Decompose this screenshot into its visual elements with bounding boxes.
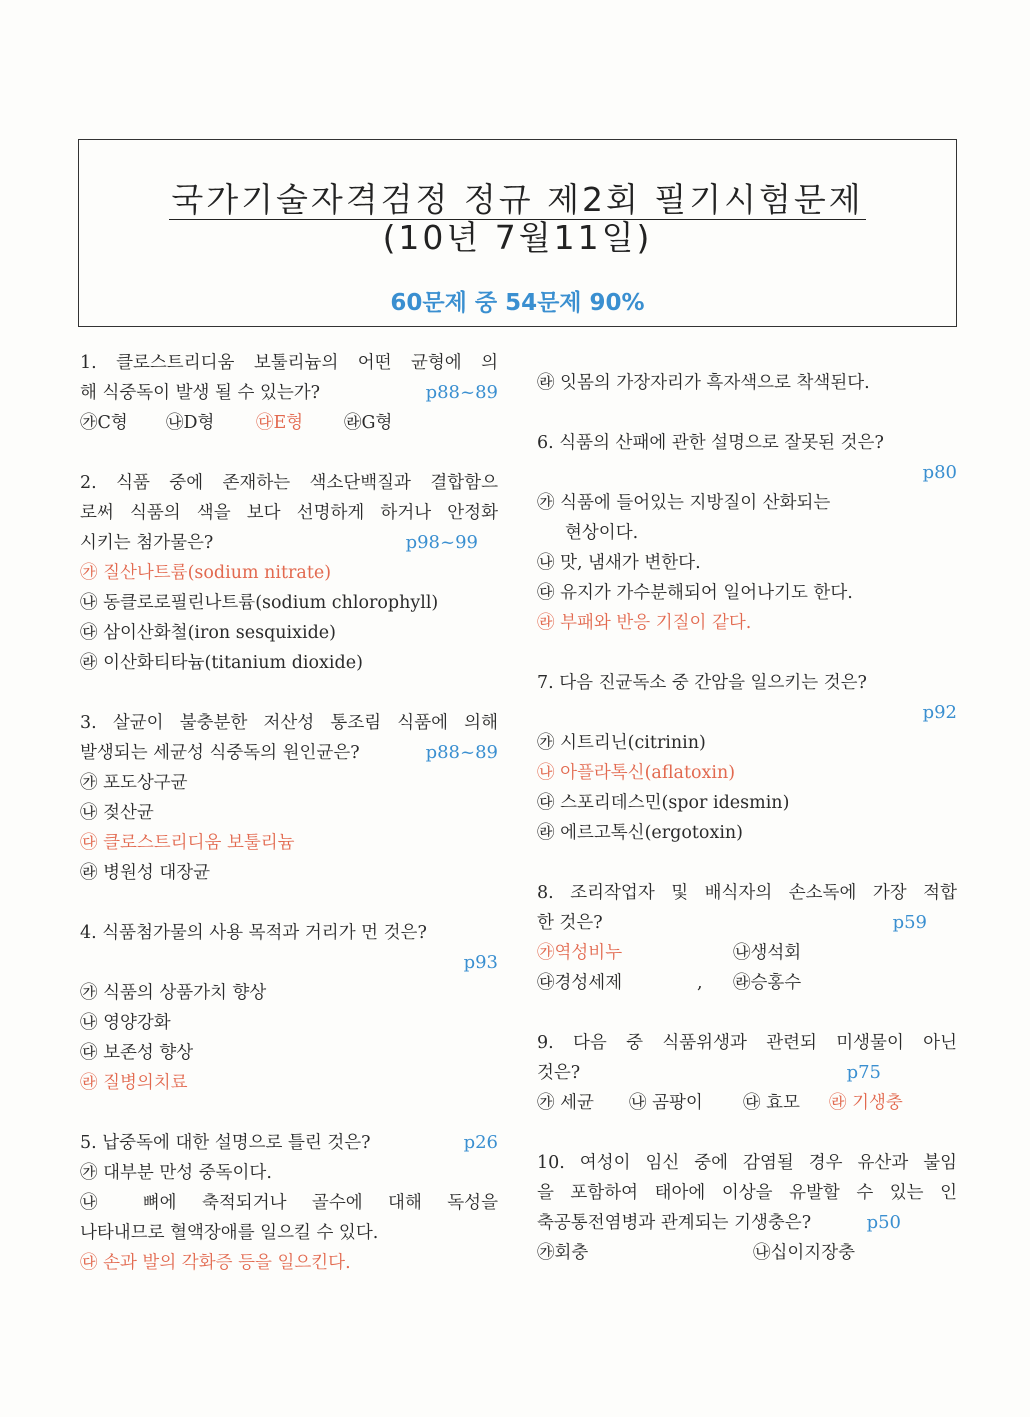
option-2: ㉯ 동클로로필린나트륨(sodium chlorophyll) <box>80 593 439 613</box>
option-2: ㉯D형 <box>166 413 215 433</box>
left-column <box>80 348 498 1278</box>
question-7 <box>537 668 957 848</box>
page-reference: p80 <box>922 462 957 483</box>
question-text: 7. 다음 진균독소 중 간암을 일으키는 것은? <box>537 673 867 693</box>
question-10 <box>537 1148 957 1268</box>
option-1: ㉮회충 <box>537 1243 589 1263</box>
question-1 <box>80 348 498 438</box>
page-reference: p98~99 <box>405 532 478 553</box>
option-3: ㉰ 보존성 향상 <box>80 1043 194 1063</box>
question-text: 2. 식품 중에 존재하는 색소단백질과 결합함으 <box>80 473 498 493</box>
page-reference: p88~89 <box>425 382 498 403</box>
option-1-answer: ㉮역성비누 <box>537 943 623 963</box>
question-text: 1. 클로스트리디움 보툴리늄의 어떤 균형에 의 <box>80 353 498 373</box>
question-text: 축공통전염병과 관계되는 기생충은? <box>537 1213 812 1233</box>
option-1: ㉮ 시트리닌(citrinin) <box>537 733 706 753</box>
question-text: 을 포함하여 태아에 이상을 유발할 수 있는 인 <box>537 1183 957 1203</box>
question-text: 5. 납중독에 대한 설명으로 틀린 것은? <box>80 1133 371 1153</box>
option-1: ㉮C형 <box>80 413 128 433</box>
option-2: ㉯십이지장충 <box>753 1243 856 1263</box>
exam-header-box <box>78 139 957 327</box>
question-3 <box>80 708 498 888</box>
option-1: ㉮ 대부분 만성 중독이다. <box>80 1163 272 1183</box>
option-3: ㉰ 스포리데스민(spor idesmin) <box>537 793 790 813</box>
option-2: ㉯ 곰팡이 <box>629 1093 703 1113</box>
exam-title: 국가기술자격검정 정규 제2회 필기시험문제 <box>171 180 864 219</box>
option-4: ㉱ 병원성 대장균 <box>80 863 211 883</box>
question-6 <box>537 428 957 638</box>
question-text: 시키는 첨가물은? <box>80 533 214 553</box>
page-reference: p50 <box>866 1212 901 1233</box>
page-reference: p92 <box>922 702 957 723</box>
option-2: ㉯ 영양강화 <box>80 1013 171 1033</box>
option-3-answer: ㉰ 손과 발의 각화증 등을 일으킨다. <box>80 1253 351 1273</box>
question-text: 로써 식품의 색을 보다 선명하게 하거나 안정화 <box>80 503 498 523</box>
score-summary: 60문제 중 54문제 90% <box>390 290 645 316</box>
option-2: ㉯ 뼈에 축적되거나 골수에 대해 독성을 <box>80 1193 498 1213</box>
option-3: ㉰ 유지가 가수분해되어 일어나기도 한다. <box>537 583 853 603</box>
page-reference: p26 <box>463 1132 498 1153</box>
option-1-cont: 현상이다. <box>565 523 639 543</box>
option-1: ㉮ 포도상구균 <box>80 773 188 793</box>
question-text: 발생되는 세균성 식중독의 원인균은? <box>80 743 360 763</box>
question-text: 것은? <box>537 1063 581 1083</box>
question-5 <box>80 1128 498 1278</box>
question-2 <box>80 468 498 678</box>
option-3: ㉰경성세제 <box>537 973 623 993</box>
question-9 <box>537 1028 957 1118</box>
option-4: ㉱승홍수 <box>733 973 802 993</box>
option-3-answer: ㉰ 클로스트리디움 보툴리늄 <box>80 833 295 853</box>
option-1: ㉮ 세균 <box>537 1093 594 1113</box>
question-text: 3. 살균이 불충분한 저산성 통조림 식품에 의해 <box>80 713 498 733</box>
q5-option-4: ㉱ 잇몸의 가장자리가 흑자색으로 착색된다. <box>537 373 870 393</box>
question-text: 6. 식품의 산패에 관한 설명으로 잘못된 것은? <box>537 433 884 453</box>
question-text: 10. 여성이 임신 중에 감염될 경우 유산과 불임 <box>537 1153 957 1173</box>
option-3-answer: ㉰E형 <box>256 413 304 433</box>
option-2: ㉯ 젖산균 <box>80 803 154 823</box>
page-reference: p75 <box>846 1062 881 1083</box>
question-text: 8. 조리작업자 및 배식자의 손소독에 가장 적합 <box>537 883 957 903</box>
stray-comma: , <box>697 973 703 993</box>
page-reference: p59 <box>892 912 927 933</box>
option-3: ㉰ 효모 <box>743 1093 800 1113</box>
page-reference: p88~89 <box>425 742 498 763</box>
right-column <box>537 368 957 1268</box>
option-4: ㉱ 에르고톡신(ergotoxin) <box>537 823 744 843</box>
option-4-answer: ㉱ 기생충 <box>829 1093 903 1113</box>
question-4 <box>80 918 498 1098</box>
option-1: ㉮ 식품의 상품가치 향상 <box>80 983 267 1003</box>
option-2-answer: ㉯ 아플라톡신(aflatoxin) <box>537 763 736 783</box>
page-reference: p93 <box>463 952 498 973</box>
question-text: 한 것은? <box>537 913 603 933</box>
option-4: ㉱G형 <box>344 413 393 433</box>
question-text: 4. 식품첨가물의 사용 목적과 거리가 먼 것은? <box>80 923 427 943</box>
option-2: ㉯생석회 <box>733 943 802 963</box>
option-1: ㉮ 식품에 들어있는 지방질이 산화되는 <box>537 493 831 513</box>
option-1-answer: ㉮ 질산나트륨(sodium nitrate) <box>80 563 332 583</box>
option-2-cont: 나타내므로 혈액장애를 일으킬 수 있다. <box>80 1223 379 1243</box>
option-4-answer: ㉱ 질병의치료 <box>80 1073 188 1093</box>
option-3: ㉰ 삼이산화철(iron sesquixide) <box>80 623 336 643</box>
question-text: 9. 다음 중 식품위생과 관련되 미생물이 아닌 <box>537 1033 957 1053</box>
option-4-answer: ㉱ 부패와 반응 기질이 같다. <box>537 613 752 633</box>
question-text: 해 식중독이 발생 될 수 있는가? <box>80 383 321 403</box>
exam-date: (10년 7월11일) <box>382 218 653 257</box>
option-2: ㉯ 맛, 냄새가 변한다. <box>537 553 701 573</box>
question-8 <box>537 878 957 998</box>
option-4: ㉱ 이산화티타늄(titanium dioxide) <box>80 653 363 673</box>
